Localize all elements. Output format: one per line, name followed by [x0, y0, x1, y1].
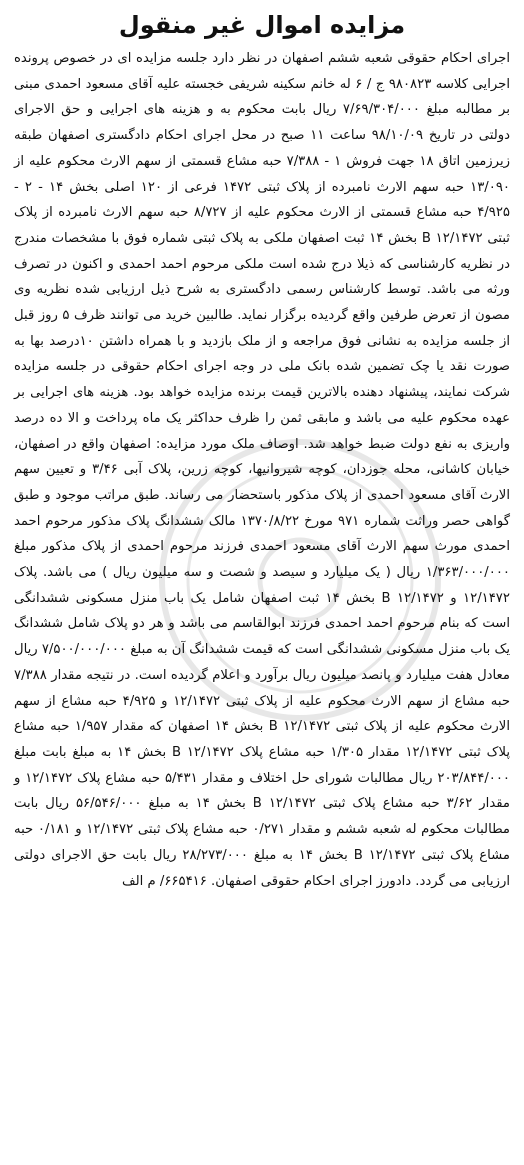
notice-title: مزایده اموال غیر منقول — [118, 11, 406, 39]
notice-body: اجرای احکام حقوقی شعبه ششم اصفهان در نظر دارد جلسه مزایده ای در خصوص پرونده اجرایی کلاسه ۹۸۰۸۲۳ ج / ۶ له خانم سکینه شریفی خجسته علیه آقای مسعود احمدی مبنی بر مطالبه مبلغ ۷/۶۹/۳۰۴/۰۰۰ ریال بابت محکوم به و هزینه های اجرایی و حق الاجرای دولتی در تاریخ ۹۸/۱۰/۰۹ ساعت ۱۱ صبح در محل اجرای احکام دادگستری اصفهان طبقه زیرزمین اتاق ۱۸ جهت فروش ۱ - ۷/۳۸۸ حبه مشاع قسمتی از سهم الارث محکوم علیه از ۱۳/۰۹۰ حبه سهم الارث نامبرده از پلاک ثبتی ۱۴۷۲ فرعی از ۱۲۰ اصلی بخش ۱۴ - ۲ - ۴/۹۲۵ حبه مشاع قسمتی از الارث محکوم علیه از ۸/۷۲۷ حبه سهم الارث نامبرده از پلاک ثبتی ۱۲/۱۴۷۲ B بخش ۱۴ ثبت اصفهان ملکی به پلاک ثبتی شماره فوق با مشخصات مندرج در نظریه کارشناسی که ذیلا درج شده است ملکی مرحوم احمد احمدی و اکنون در تصرف ورثه می باشد. توسط کارشناس رسمی دادگستری به شرح ذیل ارزیابی شده نظریه وی مصون از تعرض طرفین واقع گردیده برگزار نماید. طالبین خرید می توانند ظرف ۵ روز قبل از جلسه مزایده به نشانی فوق مراجعه و از ملک بازدید و با همراه داشتن ۱۰درصد بها به صورت نقد یا چک تضمین شده بانک ملی در وجه اجرای احکام حقوقی در جلسه مزایده شرکت نمایند، پیشنهاد دهنده بالاترین قیمت برنده مزایده خواهد بود. هزینه های اجرایی بر عهده محکوم علیه می باشد و مابقی ثمن را ظرف حداکثر یک ماه پرداخت و الا ده درصد واریزی به نفع دولت ضبط خواهد شد. اوصاف ملک مورد مزایده: اصفهان واقع در اصفهان، خیابان کاشانی، محله جوزدان، کوچه شیروانیها، کوچه زرین، پلاک آبی ۳/۴۶ و تعیین سهم الارث آقای مسعود احمدی از پلاک مذکور باستحضار می رساند. طبق مراتب موجود و طبق گواهی حصر وراثت شماره ۹۷۱ مورخ ۱۳۷۰/۸/۲۲ مالک ششدانگ پلاک مذکور مرحوم احمد احمدی مورث سهم الارث آقای مسعود احمدی فرزند مرحوم احمدی از پلاک مذکور مبلغ ۱/۳۶۳/۰۰۰/۰۰۰ ریال ( یک میلیارد و سیصد و شصت و سه میلیون ریال ) می باشد. پلاک ۱۲/۱۴۷۲ و ۱۲/۱۴۷۲ B بخش ۱۴ ثبت اصفهان شامل یک باب منزل مسکونی ششدانگی است که بنام مرحوم احمد احمدی فرزند ابوالقاسم می باشد و هر دو پلاک شامل ششدانگ یک باب منزل مسکونی ششدانگی است که قیمت ششدانگ آن به مبلغ ۷/۵۰۰/۰۰۰/۰۰۰ ریال معادل هفت میلیارد و پانصد میلیون ریال برآورد و اعلام گردیده است. در نتیجه مقدار ۷/۳۸۸ حبه مشاع از سهم الارث محکوم علیه از پلاک ثبتی ۱۲/۱۴۷۲ و ۴/۹۲۵ حبه مشاع از سهم الارث محکوم علیه از پلاک ثبتی B ۱۲/۱۴۷۲ بخش ۱۴ اصفهان که مقدار ۱/۹۵۷ حبه مشاع پلاک ثبتی ۱۲/۱۴۷۲ مقدار ۱/۳۰۵ حبه مشاع پلاک B ۱۲/۱۴۷۲ بخش ۱۴ به مبلغ بابت مبلغ ۲۰۳/۸۴۴/۰۰۰ ریال مطالبات شورای حل اختلاف و مقدار ۵/۴۳۱ حبه مشاع پلاک ۱۲/۱۴۷۲ و مقدار ۳/۶۲ حبه مشاع پلاک ثبتی B ۱۲/۱۴۷۲ بخش ۱۴ به مبلغ ۵۶/۵۴۶/۰۰۰ ریال بابت مطالبات محکوم له شعبه ششم و مقدار ۰/۲۷۱ حبه مشاع پلاک ثبتی ۱۲/۱۴۷۲ و ۰/۱۸۱ حبه مشاع پلاک ثبتی B ۱۲/۱۴۷۲ بخش ۱۴ به مبلغ ۲۸/۲۷۳/۰۰۰ ریال بابت حق الاجرای دولتی ارزیابی می گردد. دادورز اجرای احکام حقوقی اصفهان. ۶۶۵۴۱۶/ م الف — [14, 51, 511, 889]
